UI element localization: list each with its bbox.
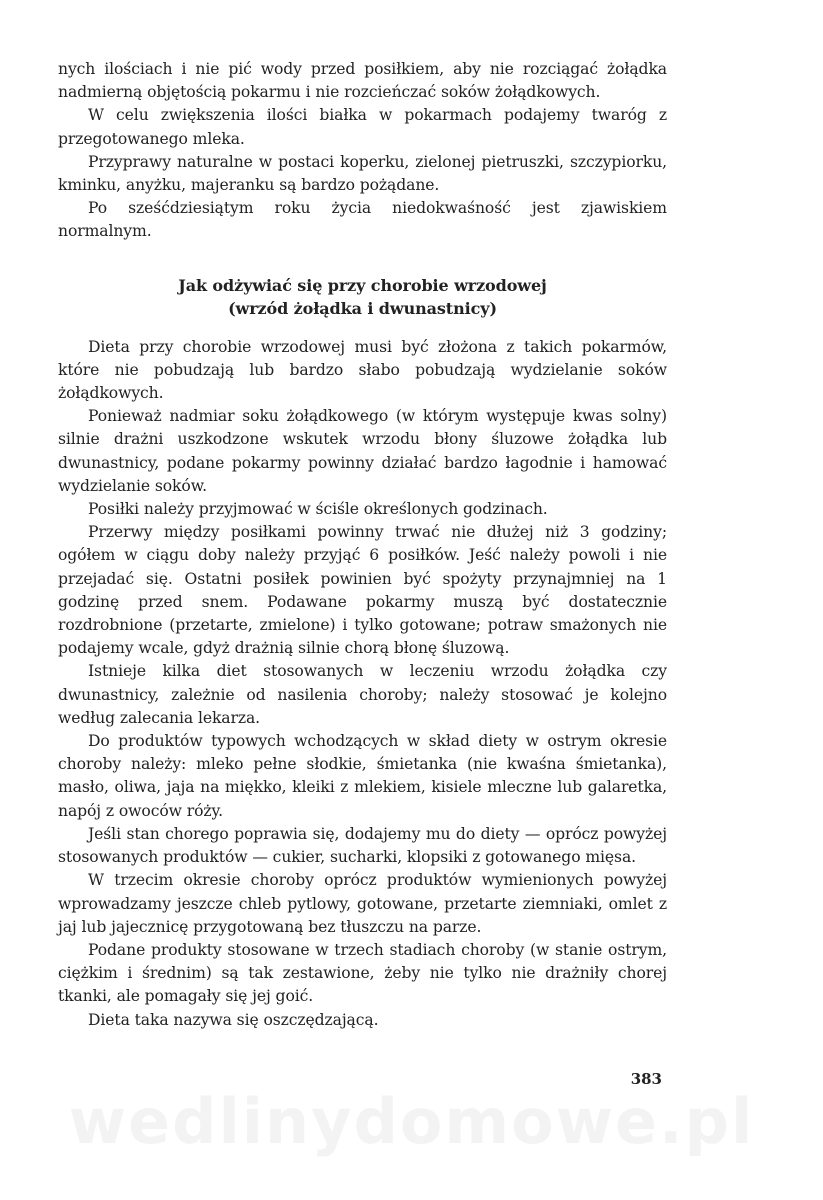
section-title-line: Jak odżywiać się przy chorobie wrzodowej xyxy=(178,275,547,295)
section-paragraph: Posiłki należy przyjmować w ściśle określonych godzinach. xyxy=(88,500,548,519)
section-paragraph: Podane produkty stosowane w trzech stadiach choroby (w stanie ostrym, ciężkim i średnim) są tak zestawione, żeby nie tylko nie drażniły chorej tkanki, ale pomagały się jej goić. xyxy=(58,940,667,1006)
section-paragraph: Dieta przy chorobie wrzodowej musi być złożona z takich pokarmów, które nie pobudzają lub bardzo słabo pobudzają wydzielanie soków żołądkowych. xyxy=(58,337,667,403)
intro-paragraph: Przyprawy naturalne w postaci koperku, zielonej pietruszki, szczypiorku, kminku, anyżku, majeranku są bardzo pożądane. xyxy=(58,152,667,195)
watermark: wedlinydomowe.pl xyxy=(68,1085,755,1158)
section-paragraph: Przerwy między posiłkami powinny trwać nie dłużej niż 3 godziny; ogółem w ciągu doby należy przyjąć 6 posiłków. Jeść należy powoli i nie przejadać się. Ostatni posiłek powinien być spożyty przynajmniej na 1 godzinę przed snem. Podawane pokarmy muszą być dostatecznie rozdrobnione (przetarte, zmielone) i tylko gotowane; potraw smażonych nie podajemy wcale, gdyż drażnią silnie chorą błonę śluzową. xyxy=(58,523,667,658)
section-paragraph: Jeśli stan chorego poprawia się, dodajemy mu do diety — oprócz powyżej stosowanych produktów — cukier, sucharki, klopsiki z gotowanego mięsa. xyxy=(58,824,667,867)
section-paragraph: W trzecim okresie choroby oprócz produktów wymienionych powyżej wprowadzamy jeszcze chleb pytlowy, gotowane, przetarte ziemniaki, omlet z jaj lub jajecznicę przygotowaną bez tłuszczu na parze. xyxy=(58,871,667,936)
section-paragraph: Do produktów typowych wchodzących w skład diety w ostrym okresie choroby należy: mleko pełne słodkie, śmietanka (nie kwaśna śmietanka), masło, oliwa, jaja na miękko, kleiki z mlekiem, kisiele mleczne lub galaretka, napój z owoców róży. xyxy=(58,732,667,820)
section-heading xyxy=(58,274,667,320)
section-paragraph: Ponieważ nadmiar soku żołądkowego (w którym występuje kwas solny) silnie drażni uszkodzone wskutek wrzodu błony śluzowe żołądka lub dwunastnicy, podane pokarmy powinny działać bardzo łagodnie i hamować wydzielanie soków. xyxy=(58,407,667,495)
section-subtitle-line: (wrzód żołądka i dwunastnicy) xyxy=(228,298,497,318)
page-number: 383 xyxy=(630,1070,662,1088)
intro-paragraph: nych ilościach i nie pić wody przed posiłkiem, aby nie rozciągać żołądka nadmierną objętością pokarmu i nie rozcieńczać soków żołądkowych. xyxy=(58,60,667,102)
intro-paragraph: W celu zwiększenia ilości białka w pokarmach podajemy twaróg z przegotowanego mleka. xyxy=(58,106,667,148)
section-paragraph: Dieta taka nazywa się oszczędzającą. xyxy=(88,1010,379,1029)
page-text xyxy=(58,58,667,1032)
section-paragraph: Istnieje kilka diet stosowanych w leczeniu wrzodu żołądka czy dwunastnicy, zależnie od nasilenia choroby; należy stosować je kolejno według zalecania lekarza. xyxy=(58,662,667,727)
intro-paragraph: Po sześćdziesiątym roku życia niedokwaśność jest zjawiskiem normalnym. xyxy=(58,199,667,241)
